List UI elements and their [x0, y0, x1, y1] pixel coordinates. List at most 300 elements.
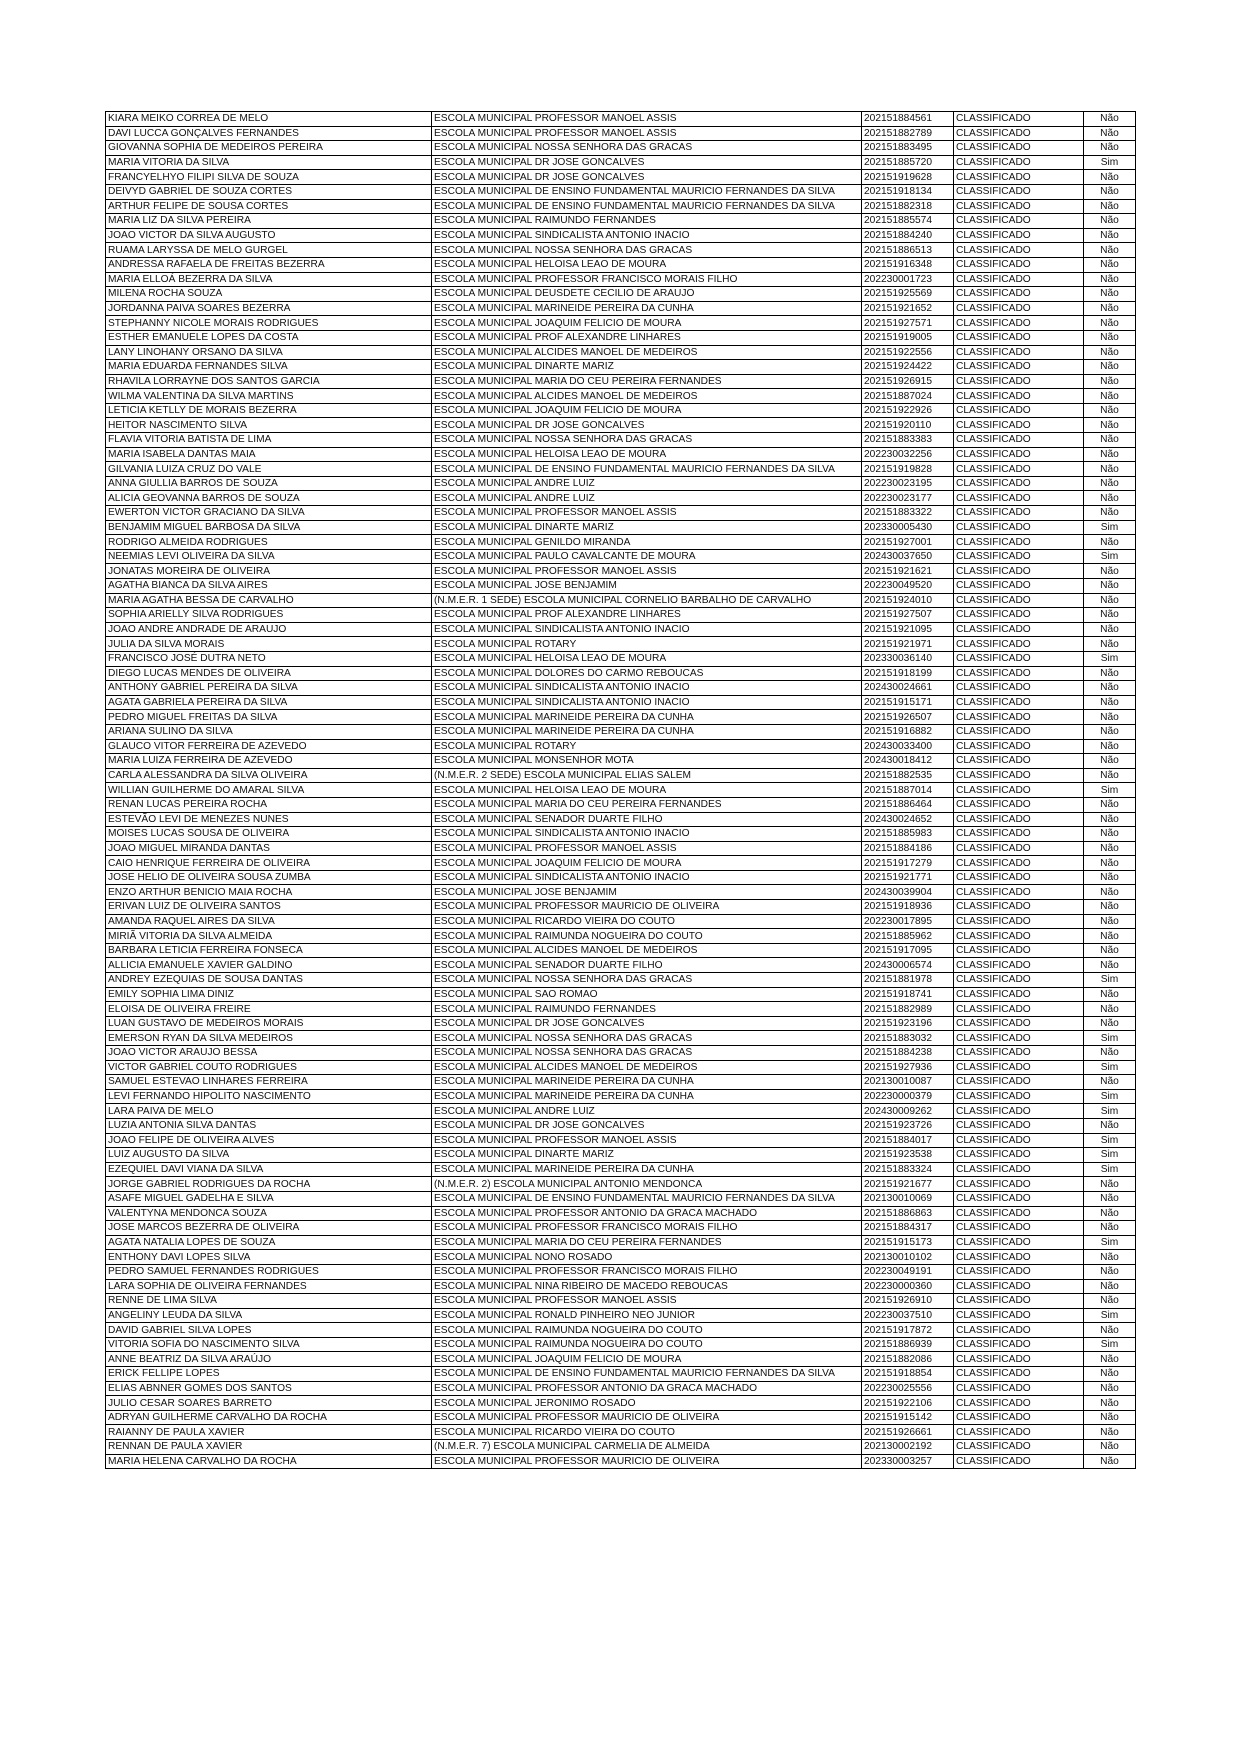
school-cell: ESCOLA MUNICIPAL DR JOSE GONCALVES — [432, 170, 862, 185]
table-row — [106, 476, 1136, 491]
school-cell: ESCOLA MUNICIPAL DOLORES DO CARMO REBOUCAS — [432, 666, 862, 681]
flag-cell: Sim — [1084, 1060, 1136, 1075]
school-cell: ESCOLA MUNICIPAL DR JOSE GONCALVES — [432, 1118, 862, 1133]
registration-number-cell: 202151918936 — [862, 900, 954, 915]
school-cell: ESCOLA MUNICIPAL PROFESSOR ANTONIO DA GRACA MACHADO — [432, 1206, 862, 1221]
flag-cell: Não — [1084, 681, 1136, 696]
table-row — [106, 389, 1136, 404]
registration-number-cell: 202230049520 — [862, 579, 954, 594]
table-row — [106, 783, 1136, 798]
status-cell: CLASSIFICADO — [954, 812, 1084, 827]
registration-number-cell: 202151917279 — [862, 856, 954, 871]
registration-number-cell: 202151885574 — [862, 214, 954, 229]
school-cell: ESCOLA MUNICIPAL PROFESSOR MAURICIO DE OLIVEIRA — [432, 1454, 862, 1469]
table-row — [106, 1235, 1136, 1250]
student-name-cell: VITORIA SOFIA DO NASCIMENTO SILVA — [106, 1337, 432, 1352]
status-cell: CLASSIFICADO — [954, 1425, 1084, 1440]
table-row — [106, 535, 1136, 550]
table-row — [106, 579, 1136, 594]
school-cell: ESCOLA MUNICIPAL DE ENSINO FUNDAMENTAL MAURICIO FERNANDES DA SILVA — [432, 1367, 862, 1382]
registration-number-cell: 202151917872 — [862, 1323, 954, 1338]
table-row — [106, 739, 1136, 754]
registration-number-cell: 202151918134 — [862, 184, 954, 199]
table-row — [106, 1177, 1136, 1192]
school-cell: ESCOLA MUNICIPAL PROFESSOR FRANCISCO MORAIS FILHO — [432, 1221, 862, 1236]
student-name-cell: PEDRO MIGUEL FREITAS DA SILVA — [106, 710, 432, 725]
student-name-cell: GIOVANNA SOPHIA DE MEDEIROS PEREIRA — [106, 141, 432, 156]
school-cell: ESCOLA MUNICIPAL RAIMUNDA NOGUEIRA DO COUTO — [432, 1337, 862, 1352]
registration-number-cell: 202430039904 — [862, 885, 954, 900]
registration-number-cell: 202151921621 — [862, 564, 954, 579]
table-row — [106, 1294, 1136, 1309]
flag-cell: Não — [1084, 360, 1136, 375]
flag-cell: Não — [1084, 593, 1136, 608]
school-cell: ESCOLA MUNICIPAL ALCIDES MANOEL DE MEDEIROS — [432, 345, 862, 360]
school-cell: ESCOLA MUNICIPAL PROFESSOR MANOEL ASSIS — [432, 564, 862, 579]
table-row — [106, 797, 1136, 812]
status-cell: CLASSIFICADO — [954, 520, 1084, 535]
school-cell: ESCOLA MUNICIPAL PROFESSOR MANOEL ASSIS — [432, 1294, 862, 1309]
table-row — [106, 695, 1136, 710]
student-name-cell: ALICIA GEOVANNA BARROS DE SOUZA — [106, 491, 432, 506]
school-cell: ESCOLA MUNICIPAL PROF ALEXANDRE LINHARES — [432, 330, 862, 345]
table-row — [106, 330, 1136, 345]
status-cell: CLASSIFICADO — [954, 1264, 1084, 1279]
status-cell: CLASSIFICADO — [954, 301, 1084, 316]
student-name-cell: VICTOR GABRIEL COUTO RODRIGUES — [106, 1060, 432, 1075]
student-name-cell: JOAO ANDRE ANDRADE DE ARAUJO — [106, 622, 432, 637]
status-cell: CLASSIFICADO — [954, 914, 1084, 929]
table-row — [106, 1410, 1136, 1425]
student-name-cell: ANDREY EZEQUIAS DE SOUSA DANTAS — [106, 973, 432, 988]
registration-number-cell: 202130002192 — [862, 1440, 954, 1455]
flag-cell: Não — [1084, 958, 1136, 973]
registration-number-cell: 202130010087 — [862, 1075, 954, 1090]
flag-cell: Sim — [1084, 1089, 1136, 1104]
registration-number-cell: 202430018412 — [862, 754, 954, 769]
status-cell: CLASSIFICADO — [954, 1381, 1084, 1396]
student-name-cell: DAVI LUCCA GONÇALVES FERNANDES — [106, 126, 432, 141]
table-row — [106, 1031, 1136, 1046]
status-cell: CLASSIFICADO — [954, 1235, 1084, 1250]
registration-number-cell: 202151917095 — [862, 943, 954, 958]
school-cell: ESCOLA MUNICIPAL SINDICALISTA ANTONIO INACIO — [432, 827, 862, 842]
school-cell: (N.M.E.R. 2 SEDE) ESCOLA MUNICIPAL ELIAS SALEM — [432, 768, 862, 783]
flag-cell: Não — [1084, 535, 1136, 550]
school-cell: ESCOLA MUNICIPAL JERONIMO ROSADO — [432, 1396, 862, 1411]
flag-cell: Não — [1084, 724, 1136, 739]
status-cell: CLASSIFICADO — [954, 1206, 1084, 1221]
flag-cell: Não — [1084, 1454, 1136, 1469]
status-cell: CLASSIFICADO — [954, 418, 1084, 433]
registration-number-cell: 202151923538 — [862, 1148, 954, 1163]
table-row — [106, 549, 1136, 564]
student-name-cell: GLAUCO VITOR FERREIRA DE AZEVEDO — [106, 739, 432, 754]
student-name-cell: EZEQUIEL DAVI VIANA DA SILVA — [106, 1162, 432, 1177]
school-cell: ESCOLA MUNICIPAL SENADOR DUARTE FILHO — [432, 958, 862, 973]
table-row — [106, 710, 1136, 725]
registration-number-cell: 202151927936 — [862, 1060, 954, 1075]
status-cell: CLASSIFICADO — [954, 622, 1084, 637]
table-row — [106, 1352, 1136, 1367]
school-cell: ESCOLA MUNICIPAL MARINEIDE PEREIRA DA CUNHA — [432, 301, 862, 316]
school-cell: ESCOLA MUNICIPAL NOSSA SENHORA DAS GRACAS — [432, 243, 862, 258]
table-row — [106, 914, 1136, 929]
student-name-cell: RENNAN DE PAULA XAVIER — [106, 1440, 432, 1455]
status-cell: CLASSIFICADO — [954, 973, 1084, 988]
student-name-cell: CARLA ALESSANDRA DA SILVA OLIVEIRA — [106, 768, 432, 783]
student-name-cell: JULIO CESAR SOARES BARRETO — [106, 1396, 432, 1411]
status-cell: CLASSIFICADO — [954, 170, 1084, 185]
student-name-cell: FLAVIA VITORIA BATISTA DE LIMA — [106, 433, 432, 448]
status-cell: CLASSIFICADO — [954, 739, 1084, 754]
school-cell: ESCOLA MUNICIPAL DE ENSINO FUNDAMENTAL MAURICIO FERNANDES DA SILVA — [432, 184, 862, 199]
status-cell: CLASSIFICADO — [954, 885, 1084, 900]
student-name-cell: JOAO VICTOR ARAUJO BESSA — [106, 1046, 432, 1061]
status-cell: CLASSIFICADO — [954, 1133, 1084, 1148]
registration-number-cell: 202151887014 — [862, 783, 954, 798]
registration-number-cell: 202151882989 — [862, 1002, 954, 1017]
status-cell: CLASSIFICADO — [954, 1002, 1084, 1017]
registration-number-cell: 202151915171 — [862, 695, 954, 710]
table-row — [106, 929, 1136, 944]
school-cell: ESCOLA MUNICIPAL JOSE BENJAMIM — [432, 579, 862, 594]
student-name-cell: SAMUEL ESTEVAO LINHARES FERREIRA — [106, 1075, 432, 1090]
flag-cell: Não — [1084, 228, 1136, 243]
flag-cell: Não — [1084, 287, 1136, 302]
status-cell: CLASSIFICADO — [954, 1016, 1084, 1031]
student-name-cell: JONATAS MOREIRA DE OLIVEIRA — [106, 564, 432, 579]
flag-cell: Não — [1084, 403, 1136, 418]
registration-number-cell: 202230017895 — [862, 914, 954, 929]
student-name-cell: ARTHUR FELIPE DE SOUSA CORTES — [106, 199, 432, 214]
school-cell: ESCOLA MUNICIPAL SENADOR DUARTE FILHO — [432, 812, 862, 827]
school-cell: ESCOLA MUNICIPAL RAIMUNDO FERNANDES — [432, 214, 862, 229]
registration-number-cell: 202151884238 — [862, 1046, 954, 1061]
flag-cell: Não — [1084, 214, 1136, 229]
flag-cell: Não — [1084, 797, 1136, 812]
table-row — [106, 681, 1136, 696]
flag-cell: Sim — [1084, 973, 1136, 988]
student-name-cell: PEDRO SAMUEL FERNANDES RODRIGUES — [106, 1264, 432, 1279]
school-cell: ESCOLA MUNICIPAL NOSSA SENHORA DAS GRACAS — [432, 1046, 862, 1061]
student-name-cell: WILLIAN GUILHERME DO AMARAL SILVA — [106, 783, 432, 798]
flag-cell: Não — [1084, 1323, 1136, 1338]
school-cell: ESCOLA MUNICIPAL PROFESSOR FRANCISCO MORAIS FILHO — [432, 1264, 862, 1279]
flag-cell: Não — [1084, 447, 1136, 462]
table-row — [106, 228, 1136, 243]
student-name-cell: AGATA NATALIA LOPES DE SOUZA — [106, 1235, 432, 1250]
table-row — [106, 608, 1136, 623]
flag-cell: Não — [1084, 301, 1136, 316]
school-cell: ESCOLA MUNICIPAL HELOISA LEAO DE MOURA — [432, 651, 862, 666]
status-cell: CLASSIFICADO — [954, 797, 1084, 812]
school-cell: ESCOLA MUNICIPAL NONO ROSADO — [432, 1250, 862, 1265]
school-cell: ESCOLA MUNICIPAL ALCIDES MANOEL DE MEDEIROS — [432, 389, 862, 404]
registration-number-cell: 202151919628 — [862, 170, 954, 185]
registration-number-cell: 202151923726 — [862, 1118, 954, 1133]
registration-number-cell: 202151881978 — [862, 973, 954, 988]
flag-cell: Não — [1084, 564, 1136, 579]
table-row — [106, 243, 1136, 258]
flag-cell: Não — [1084, 199, 1136, 214]
student-name-cell: LARA SOPHIA DE OLIVEIRA FERNANDES — [106, 1279, 432, 1294]
status-cell: CLASSIFICADO — [954, 141, 1084, 156]
registration-number-cell: 202151883032 — [862, 1031, 954, 1046]
school-cell: ESCOLA MUNICIPAL PROFESSOR MANOEL ASSIS — [432, 126, 862, 141]
school-cell: ESCOLA MUNICIPAL SAO ROMAO — [432, 987, 862, 1002]
registration-number-cell: 202151884317 — [862, 1221, 954, 1236]
registration-number-cell: 202130010102 — [862, 1250, 954, 1265]
registration-number-cell: 202151924010 — [862, 593, 954, 608]
school-cell: ESCOLA MUNICIPAL DE ENSINO FUNDAMENTAL MAURICIO FERNANDES DA SILVA — [432, 1191, 862, 1206]
table-row — [106, 564, 1136, 579]
table-row — [106, 1162, 1136, 1177]
table-row — [106, 214, 1136, 229]
school-cell: ESCOLA MUNICIPAL PROFESSOR FRANCISCO MORAIS FILHO — [432, 272, 862, 287]
table-row — [106, 856, 1136, 871]
status-cell: CLASSIFICADO — [954, 330, 1084, 345]
registration-number-cell: 202151926507 — [862, 710, 954, 725]
status-cell: CLASSIFICADO — [954, 214, 1084, 229]
flag-cell: Não — [1084, 1381, 1136, 1396]
table-row — [106, 345, 1136, 360]
status-cell: CLASSIFICADO — [954, 316, 1084, 331]
status-cell: CLASSIFICADO — [954, 1396, 1084, 1411]
student-name-cell: ENZO ARTHUR BENICIO MAIA ROCHA — [106, 885, 432, 900]
flag-cell: Sim — [1084, 1162, 1136, 1177]
flag-cell: Não — [1084, 1352, 1136, 1367]
registration-number-cell: 202151884017 — [862, 1133, 954, 1148]
school-cell: ESCOLA MUNICIPAL ANDRE LUIZ — [432, 491, 862, 506]
school-cell: ESCOLA MUNICIPAL ROTARY — [432, 739, 862, 754]
registration-number-cell: 202151921971 — [862, 637, 954, 652]
student-name-cell: RENNE DE LIMA SILVA — [106, 1294, 432, 1309]
student-name-cell: SOPHIA ARIELLY SILVA RODRIGUES — [106, 608, 432, 623]
status-cell: CLASSIFICADO — [954, 126, 1084, 141]
status-cell: CLASSIFICADO — [954, 1337, 1084, 1352]
student-name-cell: BARBARA LETICIA FERREIRA FONSECA — [106, 943, 432, 958]
table-row — [106, 1250, 1136, 1265]
student-name-cell: JOAO FELIPE DE OLIVEIRA ALVES — [106, 1133, 432, 1148]
table-row — [106, 754, 1136, 769]
flag-cell: Não — [1084, 1177, 1136, 1192]
student-name-cell: EMERSON RYAN DA SILVA MEDEIROS — [106, 1031, 432, 1046]
table-row — [106, 885, 1136, 900]
flag-cell: Sim — [1084, 1031, 1136, 1046]
status-cell: CLASSIFICADO — [954, 754, 1084, 769]
school-cell: ESCOLA MUNICIPAL PROFESSOR MANOEL ASSIS — [432, 841, 862, 856]
student-name-cell: AGATHA BIANCA DA SILVA AIRES — [106, 579, 432, 594]
student-name-cell: FRANCYELHYO FILIPI SILVA DE SOUZA — [106, 170, 432, 185]
registration-number-cell: 202151915142 — [862, 1410, 954, 1425]
flag-cell: Não — [1084, 126, 1136, 141]
flag-cell: Não — [1084, 506, 1136, 521]
student-name-cell: JOAO VICTOR DA SILVA AUGUSTO — [106, 228, 432, 243]
student-name-cell: JOSE HELIO DE OLIVEIRA SOUSA ZUMBA — [106, 870, 432, 885]
table-row — [106, 1323, 1136, 1338]
registration-number-cell: 202430006574 — [862, 958, 954, 973]
school-cell: ESCOLA MUNICIPAL NINA RIBEIRO DE MACEDO REBOUCAS — [432, 1279, 862, 1294]
school-cell: ESCOLA MUNICIPAL SINDICALISTA ANTONIO INACIO — [432, 622, 862, 637]
table-row — [106, 1381, 1136, 1396]
status-cell: CLASSIFICADO — [954, 987, 1084, 1002]
table-row — [106, 1337, 1136, 1352]
status-cell: CLASSIFICADO — [954, 374, 1084, 389]
school-cell: ESCOLA MUNICIPAL DINARTE MARIZ — [432, 520, 862, 535]
flag-cell: Sim — [1084, 783, 1136, 798]
school-cell: ESCOLA MUNICIPAL MARIA DO CEU PEREIRA FERNANDES — [432, 797, 862, 812]
student-name-cell: ANDRESSA RAFAELA DE FREITAS BEZERRA — [106, 257, 432, 272]
table-row — [106, 301, 1136, 316]
student-name-cell: MARIA EDUARDA FERNANDES SILVA — [106, 360, 432, 375]
flag-cell: Não — [1084, 330, 1136, 345]
school-cell: ESCOLA MUNICIPAL DE ENSINO FUNDAMENTAL MAURICIO FERNANDES DA SILVA — [432, 462, 862, 477]
student-name-cell: ASAFE MIGUEL GADELHA E SILVA — [106, 1191, 432, 1206]
registration-number-cell: 202151882318 — [862, 199, 954, 214]
school-cell: ESCOLA MUNICIPAL JOAQUIM FELICIO DE MOURA — [432, 856, 862, 871]
student-name-cell: RUAMA LARYSSA DE MELO GURGEL — [106, 243, 432, 258]
school-cell: ESCOLA MUNICIPAL DINARTE MARIZ — [432, 360, 862, 375]
status-cell: CLASSIFICADO — [954, 958, 1084, 973]
table-row — [106, 1367, 1136, 1382]
school-cell: ESCOLA MUNICIPAL DR JOSE GONCALVES — [432, 418, 862, 433]
registration-number-cell: 202430037650 — [862, 549, 954, 564]
school-cell: ESCOLA MUNICIPAL MARIA DO CEU PEREIRA FERNANDES — [432, 374, 862, 389]
registration-number-cell: 202151883322 — [862, 506, 954, 521]
flag-cell: Sim — [1084, 1133, 1136, 1148]
student-name-cell: STEPHANNY NICOLE MORAIS RODRIGUES — [106, 316, 432, 331]
registration-number-cell: 202230000360 — [862, 1279, 954, 1294]
registration-number-cell: 202330005430 — [862, 520, 954, 535]
status-cell: CLASSIFICADO — [954, 549, 1084, 564]
status-cell: CLASSIFICADO — [954, 1118, 1084, 1133]
student-name-cell: JOSE MARCOS BEZERRA DE OLIVEIRA — [106, 1221, 432, 1236]
status-cell: CLASSIFICADO — [954, 360, 1084, 375]
status-cell: CLASSIFICADO — [954, 1148, 1084, 1163]
registration-number-cell: 202151925569 — [862, 287, 954, 302]
table-row — [106, 1440, 1136, 1455]
flag-cell: Não — [1084, 1002, 1136, 1017]
registration-number-cell: 202230037510 — [862, 1308, 954, 1323]
flag-cell: Sim — [1084, 155, 1136, 170]
student-name-cell: MARIA LIZ DA SILVA PEREIRA — [106, 214, 432, 229]
registration-number-cell: 202151926910 — [862, 1294, 954, 1309]
student-name-cell: MARIA ELLOÁ BEZERRA DA SILVA — [106, 272, 432, 287]
status-cell: CLASSIFICADO — [954, 724, 1084, 739]
status-cell: CLASSIFICADO — [954, 243, 1084, 258]
registration-number-cell: 202151882789 — [862, 126, 954, 141]
table-row — [106, 199, 1136, 214]
flag-cell: Não — [1084, 1410, 1136, 1425]
registration-number-cell: 202230049191 — [862, 1264, 954, 1279]
table-row — [106, 1118, 1136, 1133]
student-name-cell: ELOISA DE OLIVEIRA FREIRE — [106, 1002, 432, 1017]
flag-cell: Não — [1084, 1046, 1136, 1061]
status-cell: CLASSIFICADO — [954, 1177, 1084, 1192]
table-row — [106, 1002, 1136, 1017]
flag-cell: Não — [1084, 754, 1136, 769]
student-name-cell: MARIA VITORIA DA SILVA — [106, 155, 432, 170]
student-name-cell: ANGELINY LEUDA DA SILVA — [106, 1308, 432, 1323]
school-cell: ESCOLA MUNICIPAL MARIA DO CEU PEREIRA FERNANDES — [432, 1235, 862, 1250]
registration-number-cell: 202151919828 — [862, 462, 954, 477]
flag-cell: Não — [1084, 929, 1136, 944]
status-cell: CLASSIFICADO — [954, 1279, 1084, 1294]
student-name-cell: LARA PAIVA DE MELO — [106, 1104, 432, 1119]
flag-cell: Não — [1084, 987, 1136, 1002]
status-cell: CLASSIFICADO — [954, 433, 1084, 448]
flag-cell: Não — [1084, 345, 1136, 360]
table-row — [106, 520, 1136, 535]
status-cell: CLASSIFICADO — [954, 257, 1084, 272]
flag-cell: Não — [1084, 1016, 1136, 1031]
table-row — [106, 637, 1136, 652]
status-cell: CLASSIFICADO — [954, 491, 1084, 506]
flag-cell: Não — [1084, 491, 1136, 506]
student-name-cell: ANTHONY GABRIEL PEREIRA DA SILVA — [106, 681, 432, 696]
status-cell: CLASSIFICADO — [954, 1031, 1084, 1046]
registration-number-cell: 202151885983 — [862, 827, 954, 842]
school-cell: (N.M.E.R. 1 SEDE) ESCOLA MUNICIPAL CORNELIO BARBALHO DE CARVALHO — [432, 593, 862, 608]
school-cell: ESCOLA MUNICIPAL SINDICALISTA ANTONIO INACIO — [432, 228, 862, 243]
registration-number-cell: 202230001723 — [862, 272, 954, 287]
flag-cell: Não — [1084, 710, 1136, 725]
status-cell: CLASSIFICADO — [954, 1367, 1084, 1382]
school-cell: ESCOLA MUNICIPAL GENILDO MIRANDA — [432, 535, 862, 550]
registration-number-cell: 202151926661 — [862, 1425, 954, 1440]
status-cell: CLASSIFICADO — [954, 666, 1084, 681]
status-cell: CLASSIFICADO — [954, 1075, 1084, 1090]
student-name-cell: LETICIA KETLLY DE MORAIS BEZERRA — [106, 403, 432, 418]
table-row — [106, 433, 1136, 448]
student-name-cell: VALENTYNA MENDONCA SOUZA — [106, 1206, 432, 1221]
school-cell: ESCOLA MUNICIPAL JOAQUIM FELICIO DE MOURA — [432, 1352, 862, 1367]
flag-cell: Não — [1084, 827, 1136, 842]
student-name-cell: RAIANNY DE PAULA XAVIER — [106, 1425, 432, 1440]
status-cell: CLASSIFICADO — [954, 856, 1084, 871]
student-name-cell: NEEMIAS LEVI OLIVEIRA DA SILVA — [106, 549, 432, 564]
school-cell: ESCOLA MUNICIPAL JOAQUIM FELICIO DE MOURA — [432, 316, 862, 331]
flag-cell: Não — [1084, 1191, 1136, 1206]
student-name-cell: JORDANNA PAIVA SOARES BEZERRA — [106, 301, 432, 316]
registration-number-cell: 202151922556 — [862, 345, 954, 360]
table-row — [106, 958, 1136, 973]
table-row — [106, 491, 1136, 506]
status-cell: CLASSIFICADO — [954, 506, 1084, 521]
registration-number-cell: 202151883495 — [862, 141, 954, 156]
flag-cell: Não — [1084, 462, 1136, 477]
table-row — [106, 1148, 1136, 1163]
flag-cell: Não — [1084, 579, 1136, 594]
registration-number-cell: 202151927571 — [862, 316, 954, 331]
status-cell: CLASSIFICADO — [954, 608, 1084, 623]
table-row — [106, 1089, 1136, 1104]
flag-cell: Não — [1084, 812, 1136, 827]
registration-number-cell: 202151886939 — [862, 1337, 954, 1352]
table-row — [106, 462, 1136, 477]
table-row — [106, 506, 1136, 521]
flag-cell: Não — [1084, 943, 1136, 958]
flag-cell: Não — [1084, 389, 1136, 404]
student-name-cell: JOAO MIGUEL MIRANDA DANTAS — [106, 841, 432, 856]
student-name-cell: RENAN LUCAS PEREIRA ROCHA — [106, 797, 432, 812]
flag-cell: Não — [1084, 257, 1136, 272]
status-cell: CLASSIFICADO — [954, 1162, 1084, 1177]
table-row — [106, 257, 1136, 272]
flag-cell: Não — [1084, 1367, 1136, 1382]
school-cell: (N.M.E.R. 7) ESCOLA MUNICIPAL CARMELIA DE ALMEIDA — [432, 1440, 862, 1455]
